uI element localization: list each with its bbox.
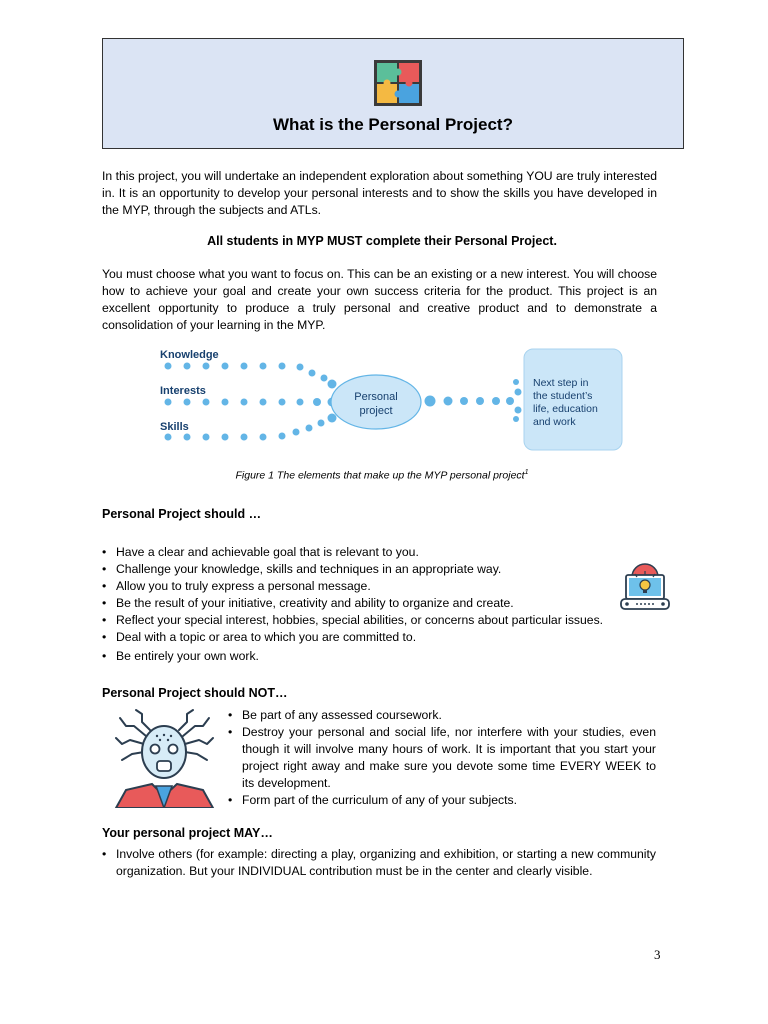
list-item: • Allow you to truly express a personal message. xyxy=(102,578,662,595)
should-heading: Personal Project should … xyxy=(102,507,262,521)
figure-caption xyxy=(102,469,662,482)
should-not-heading: Personal Project should NOT… xyxy=(102,686,288,700)
mandatory-statement: All students in MYP MUST complete their Personal Project. xyxy=(207,234,557,248)
diagram-label-interests: Interests xyxy=(160,385,206,397)
diagram-label-skills: Skills xyxy=(160,421,189,433)
figure-caption-text: Figure 1 The elements that make up the MYP personal project xyxy=(235,469,525,482)
intro-paragraph: In this project, you will undertake an independent exploration about something YOU are truly interested in. It is an opportunity to develop your personal interests and to show the skills you have developed in the MYP, through the subjects and ATLs. xyxy=(102,169,657,217)
list-item: • Involve others (for example: directing a play, organizing and exhibition, or starting a new community organization. But your INDIVIDUAL contribution must be in the center and clearly visible. xyxy=(102,846,656,880)
diagram-outcome-line1: Next step in xyxy=(533,377,589,389)
list-item: • Form part of the curriculum of any of your subjects. xyxy=(228,792,656,809)
diagram-outcome-line3: life, education xyxy=(533,403,598,415)
diagram-outcome-line4: and work xyxy=(533,416,576,428)
diagram-center-line2: project xyxy=(359,405,393,417)
should-not-list xyxy=(228,707,656,809)
computer-idea-icon xyxy=(618,561,672,613)
may-heading: Your personal project MAY… xyxy=(102,826,273,840)
may-list xyxy=(102,846,656,880)
list-item: • Be part of any assessed coursework. xyxy=(228,707,656,724)
list-item: • Destroy your personal and social life, nor interfere with your studies, even though it will involve many hours of work. It is important that you start your project right away and make sure you devote some time EVERY WEEK to its development. xyxy=(228,724,656,792)
puzzle-icon xyxy=(373,59,423,107)
diagram-outcome-line2: the student’s xyxy=(533,390,593,402)
list-item: • Be the result of your initiative, creativity and ability to organize and create. xyxy=(102,595,662,612)
list-item: • Reflect your special interest, hobbies, special abilities, or concerns about particular issues. xyxy=(102,612,662,629)
list-item: • Be entirely your own work. xyxy=(102,648,662,665)
page-number: 3 xyxy=(654,947,661,962)
personal-project-diagram xyxy=(150,345,630,457)
footnote-marker: 1 xyxy=(524,469,529,476)
list-item: • Deal with a topic or area to which you are committed to. xyxy=(102,629,662,646)
diagram-label-knowledge: Knowledge xyxy=(160,349,219,361)
list-item: • Challenge your knowledge, skills and techniques in an appropriate way. xyxy=(102,561,662,578)
list-item: • Have a clear and achievable goal that is relevant to you. xyxy=(102,544,662,561)
should-list xyxy=(102,544,662,665)
focus-paragraph: You must choose what you want to focus on. This can be an existing or a new interest. You will choose how to achieve your goal and create your own success criteria for the product. This project is an excellent opportunity to produce a truly personal and creative product and to demonstrate a consolidation of your learning in the MYP. xyxy=(102,267,657,332)
page-title: What is the Personal Project? xyxy=(273,115,513,134)
title-banner xyxy=(102,38,684,149)
diagram-center-line1: Personal xyxy=(354,391,398,403)
stressed-robot-icon xyxy=(112,708,217,808)
